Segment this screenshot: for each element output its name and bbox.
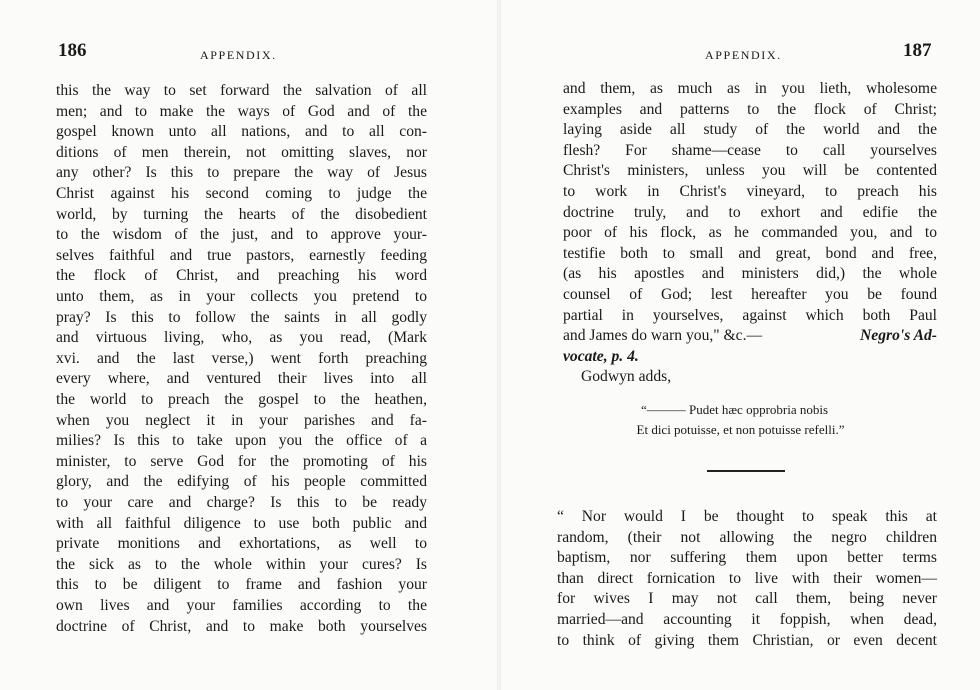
- right-page: [501, 0, 980, 690]
- text-line: minister, to serve God for the promoting of his: [56, 452, 427, 470]
- text-line: to the wisdom of the just, and to approve your-: [56, 226, 427, 244]
- text-line: selves faithful and true pastors, earnestly feeding: [56, 246, 427, 264]
- text-line: with all faithful diligence to use both public and: [56, 514, 427, 532]
- text-line: flesh? For shame—cease to call yourselves: [563, 141, 937, 159]
- text-line: for wives I may not call them, being never: [557, 590, 937, 608]
- text-line: married—and accounting it foppish, when dead,: [557, 611, 937, 628]
- citation-text: Negro's Ad-: [860, 327, 937, 345]
- left-page-text: [56, 80, 427, 650]
- text-line: to work in Christ's vineyard, to preach his: [563, 183, 937, 200]
- text-line: random, (their not allowing the negro children: [557, 528, 937, 546]
- text-line: to think of giving them Christian, or even decent: [557, 631, 937, 649]
- citation-continued: [563, 346, 639, 367]
- running-head-left: APPENDIX.: [200, 48, 277, 62]
- page-number-left: 186: [58, 40, 87, 61]
- text-line: gospel known unto all nations, and to all con-: [56, 123, 427, 141]
- running-head-right: APPENDIX.: [705, 48, 782, 62]
- text-line: baptism, nor suffering them upon better terms: [557, 549, 937, 567]
- text-line: glory, and the edifying of his people committed: [56, 473, 427, 491]
- text-line: every where, and ventured their lives into all: [56, 370, 427, 388]
- text-line: unto them, as in your collects you pretend to: [56, 288, 427, 305]
- text-line: doctrine of Christ, and to make both yourselves: [56, 617, 427, 635]
- text-line: counsel of God; lest hereafter you be found: [563, 286, 937, 303]
- text-line: than direct fornication to live with their women—: [557, 569, 937, 587]
- text-line: and James do warn you," &c.—: [563, 327, 763, 345]
- text-line: ditions of men therein, not omitting slaves, nor: [56, 143, 427, 161]
- text-line: examples and patterns to the flock of Christ;: [563, 100, 937, 118]
- text-line: and virtuous living, who, as you read, (Mark: [56, 329, 427, 347]
- text-line: world, by turning the hearts of the disobedient: [56, 205, 427, 223]
- text-line: to your care and charge? Is this to be ready: [56, 494, 427, 511]
- text-line: when you neglect it in your parishes and fa-: [56, 411, 427, 429]
- text-line: men; and to make the ways of God and of the: [56, 102, 427, 120]
- godwyn-adds-line: Godwyn adds,: [581, 368, 672, 386]
- text-line: own lives and your families according to the: [56, 597, 427, 614]
- text-line: partial in yourselves, against which both Paul: [563, 306, 937, 324]
- text-line: xvi. and the last verse,) went forth preaching: [56, 349, 427, 367]
- text-line: any other? Is this to prepare the way of Jesus: [56, 164, 427, 182]
- latin-quote-line-2: Et dici potuisse, et non potuisse refelli.”: [636, 422, 845, 437]
- text-line: the flock of Christ, and preaching his word: [56, 267, 427, 285]
- text-line: milies? Is this to take upon you the office of a: [56, 432, 427, 450]
- text-line: the world to preach the gospel to the heathen,: [56, 391, 427, 408]
- text-line: private monitions and exhortations, as well to: [56, 535, 427, 553]
- latin-quote-line-1: “——— Pudet hæc opprobria nobis: [641, 402, 829, 417]
- page-number-right: 187: [903, 40, 932, 61]
- text-line: Christ against his second coming to judge the: [56, 185, 427, 202]
- text-line: the sick as to the whole within your cures? Is: [56, 555, 427, 573]
- text-line: Christ's ministers, unless you will be contented: [563, 162, 937, 180]
- citation-cont-text: vocate, p. 4.: [563, 347, 639, 365]
- text-line: doctrine truly, and to exhort and edifie the: [563, 203, 937, 221]
- text-line: poor of his flock, as he commanded you, and to: [563, 224, 937, 242]
- section-divider: [707, 470, 785, 472]
- right-page-text: [563, 78, 937, 438]
- text-line: testifie both to small and great, bond and free,: [563, 244, 937, 262]
- text-line: and them, as much as in you lieth, wholesome: [563, 80, 937, 97]
- text-line: “ Nor would I be thought to speak this at: [557, 508, 937, 525]
- text-line: this to be diligent to frame and fashion your: [56, 576, 427, 594]
- text-line: this the way to set forward the salvation of all: [56, 82, 427, 99]
- text-line: (as his apostles and ministers did,) the whole: [563, 265, 937, 283]
- right-page-text-continued: [557, 506, 937, 656]
- text-line: laying aside all study of the world and the: [563, 121, 937, 139]
- text-line: pray? Is this to follow the saints in all godly: [56, 308, 427, 326]
